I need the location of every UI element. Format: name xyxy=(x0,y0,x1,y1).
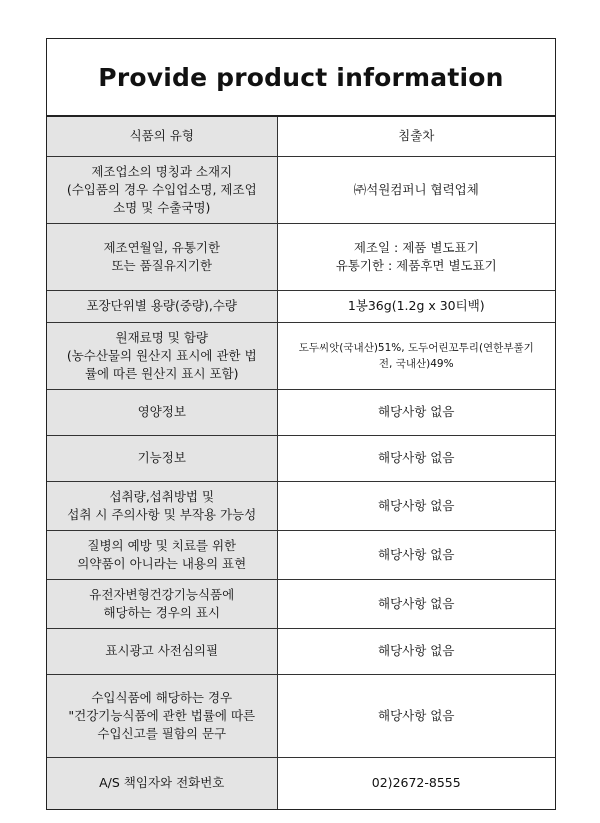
row-value: 02)2672-8555 xyxy=(277,757,555,809)
table-row xyxy=(47,290,555,322)
row-label: 제조연월일, 유통기한 또는 품질유지기한 xyxy=(47,223,277,290)
row-label: 기능정보 xyxy=(47,435,277,481)
row-value: 침출차 xyxy=(277,117,555,156)
table-row xyxy=(47,322,555,389)
page-title: Provide product information xyxy=(47,39,555,117)
row-value: 도두씨앗(국내산)51%, 도두어린꼬투리(연한부풀기 전, 국내산)49% xyxy=(277,322,555,389)
table-row xyxy=(47,435,555,481)
row-value: 해당사항 없음 xyxy=(277,389,555,435)
row-value: ㈜석원컴퍼니 협력업체 xyxy=(277,156,555,223)
table-row xyxy=(47,481,555,530)
row-value: 해당사항 없음 xyxy=(277,435,555,481)
row-value: 해당사항 없음 xyxy=(277,579,555,628)
table-row xyxy=(47,117,555,156)
table-row xyxy=(47,156,555,223)
row-label: 원재료명 및 함량 (농수산물의 원산지 표시에 관한 법 률에 따른 원산지 표시 포함) xyxy=(47,322,277,389)
row-label: A/S 책임자와 전화번호 xyxy=(47,757,277,809)
row-value: 해당사항 없음 xyxy=(277,481,555,530)
row-label: 표시광고 사전심의필 xyxy=(47,628,277,674)
row-label: 섭취량,섭취방법 및 섭취 시 주의사항 및 부작용 가능성 xyxy=(47,481,277,530)
row-label: 질병의 예방 및 치료를 위한 의약품이 아니라는 내용의 표현 xyxy=(47,530,277,579)
row-label: 포장단위별 용량(중량),수량 xyxy=(47,290,277,322)
table-row xyxy=(47,628,555,674)
table-row xyxy=(47,579,555,628)
table-row xyxy=(47,223,555,290)
row-label: 유전자변형건강기능식품에 해당하는 경우의 표시 xyxy=(47,579,277,628)
row-value: 해당사항 없음 xyxy=(277,628,555,674)
row-value: 제조일 : 제품 별도표기 유통기한 : 제품후면 별도표기 xyxy=(277,223,555,290)
row-label: 수입식품에 해당하는 경우 "건강기능식품에 관한 법률에 따른 수입신고를 필함의 문구 xyxy=(47,674,277,757)
product-info-table xyxy=(47,117,555,809)
row-label: 식품의 유형 xyxy=(47,117,277,156)
table-row xyxy=(47,757,555,809)
table-row xyxy=(47,674,555,757)
table-row xyxy=(47,389,555,435)
row-label: 영양정보 xyxy=(47,389,277,435)
row-value: 해당사항 없음 xyxy=(277,530,555,579)
row-value: 1봉36g(1.2g x 30티백) xyxy=(277,290,555,322)
row-label: 제조업소의 명칭과 소재지 (수입품의 경우 수입업소명, 제조업 소명 및 수출국명) xyxy=(47,156,277,223)
row-value: 해당사항 없음 xyxy=(277,674,555,757)
product-info-sheet xyxy=(46,38,556,810)
table-row xyxy=(47,530,555,579)
